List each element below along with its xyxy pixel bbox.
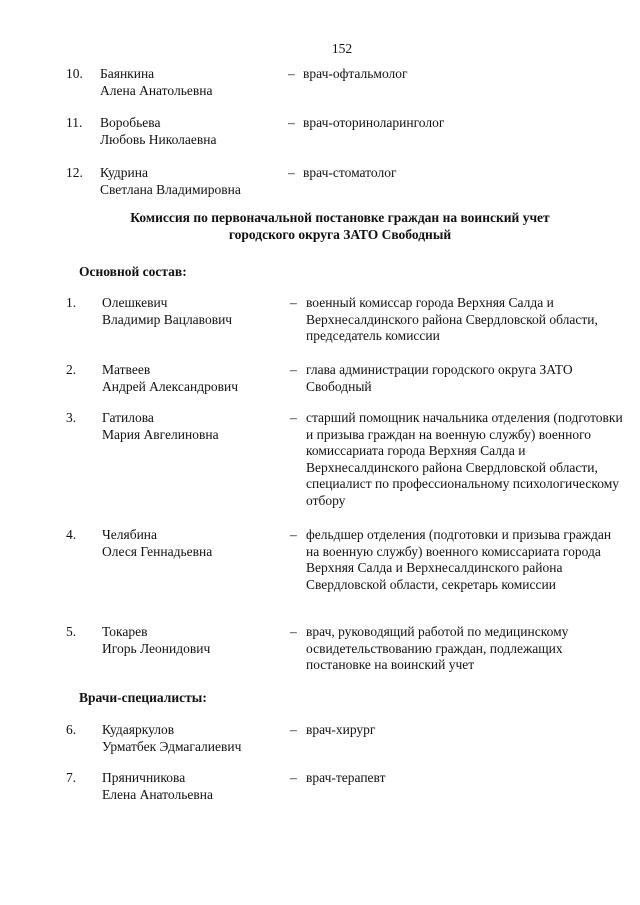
- member-name: [102, 410, 219, 443]
- member-surname: Пряничникова: [102, 770, 186, 785]
- dash: –: [288, 115, 295, 130]
- member-name: [102, 527, 212, 560]
- member-surname: Кудаяркулов: [102, 722, 175, 737]
- member-name: [102, 770, 213, 803]
- member-surname: Матвеев: [102, 362, 151, 377]
- commission-title-line-1: Комиссия по первоначальной постановке граждан на воинский учет: [130, 210, 550, 225]
- dash: –: [288, 165, 295, 180]
- member-given-names: Светлана Владимировна: [100, 181, 241, 197]
- member-role: врач-офтальмолог: [303, 66, 408, 81]
- member-given-names: Андрей Александрович: [102, 378, 239, 394]
- member-given-names: Елена Анатольевна: [102, 786, 213, 802]
- member-surname: Гатилова: [102, 410, 154, 425]
- dash: –: [290, 722, 297, 737]
- member-name: [100, 66, 212, 99]
- item-number: 1.: [66, 295, 77, 310]
- specialists-heading: Врачи-специалисты:: [79, 690, 207, 705]
- member-given-names: Урматбек Эдмагалиевич: [102, 738, 242, 754]
- member-given-names: Алена Анатольевна: [100, 82, 213, 98]
- member-role: врач-стоматолог: [303, 165, 397, 180]
- member-role: военный комиссар города Верхняя Салда и Верхнесалдинского района Свердловской области, председатель комиссии: [306, 295, 598, 344]
- member-surname: Олешкевич: [102, 295, 168, 310]
- member-surname: Кудрина: [100, 165, 148, 180]
- member-given-names: Игорь Леонидович: [102, 640, 211, 656]
- member-name: [102, 624, 210, 657]
- member-name: [100, 165, 241, 198]
- member-role: глава администрации городского округа ЗАТО Свободный: [306, 362, 573, 394]
- main-composition-heading: Основной состав:: [79, 264, 187, 279]
- member-surname: Воробьева: [100, 115, 161, 130]
- dash: –: [288, 66, 295, 81]
- member-role: врач-оториноларинголог: [303, 115, 445, 130]
- item-number: 12.: [66, 165, 83, 180]
- item-number: 6.: [66, 722, 77, 737]
- dash: –: [290, 295, 297, 310]
- member-role: врач, руководящий работой по медицинскому освидетельствованию граждан, подлежащих постановке на воинский учет: [306, 624, 569, 673]
- item-number: 2.: [66, 362, 77, 377]
- member-role: старший помощник начальника отделения (подготовки и призыва граждан на военную службу) военного комиссариата города Верхняя Салда и Верхнесалдинского района Свердловской области, специалист по профессиональному психологическому отбору: [306, 410, 623, 508]
- member-role: врач-терапевт: [306, 770, 386, 785]
- member-surname: Баянкина: [100, 66, 155, 81]
- member-name: [102, 362, 238, 395]
- member-name: [102, 295, 232, 328]
- dash: –: [290, 362, 297, 377]
- commission-title: [60, 210, 620, 243]
- dash: –: [290, 410, 297, 425]
- member-role: врач-хирург: [306, 722, 376, 737]
- member-surname: Токарев: [102, 624, 148, 639]
- item-number: 4.: [66, 527, 77, 542]
- dash: –: [290, 624, 297, 639]
- item-number: 5.: [66, 624, 77, 639]
- member-role: фельдшер отделения (подготовки и призыва граждан на военную службу) военного комиссариата города Верхняя Салда и Верхнесалдинского района Свердловской области, секретарь комиссии: [306, 527, 612, 592]
- dash: –: [290, 527, 297, 542]
- member-surname: Челябина: [102, 527, 158, 542]
- member-given-names: Мария Авгелиновна: [102, 426, 219, 442]
- member-name: [100, 115, 217, 148]
- member-name: [102, 722, 241, 755]
- item-number: 11.: [66, 115, 83, 130]
- commission-title-line-2: городского округа ЗАТО Свободный: [228, 226, 452, 242]
- member-given-names: Олеся Геннадьевна: [102, 543, 213, 559]
- dash: –: [290, 770, 297, 785]
- member-given-names: Любовь Николаевна: [100, 131, 217, 147]
- item-number: 10.: [66, 66, 83, 81]
- page-number: 152: [331, 41, 353, 56]
- member-given-names: Владимир Вацлавович: [102, 311, 233, 327]
- item-number: 7.: [66, 770, 77, 785]
- item-number: 3.: [66, 410, 77, 425]
